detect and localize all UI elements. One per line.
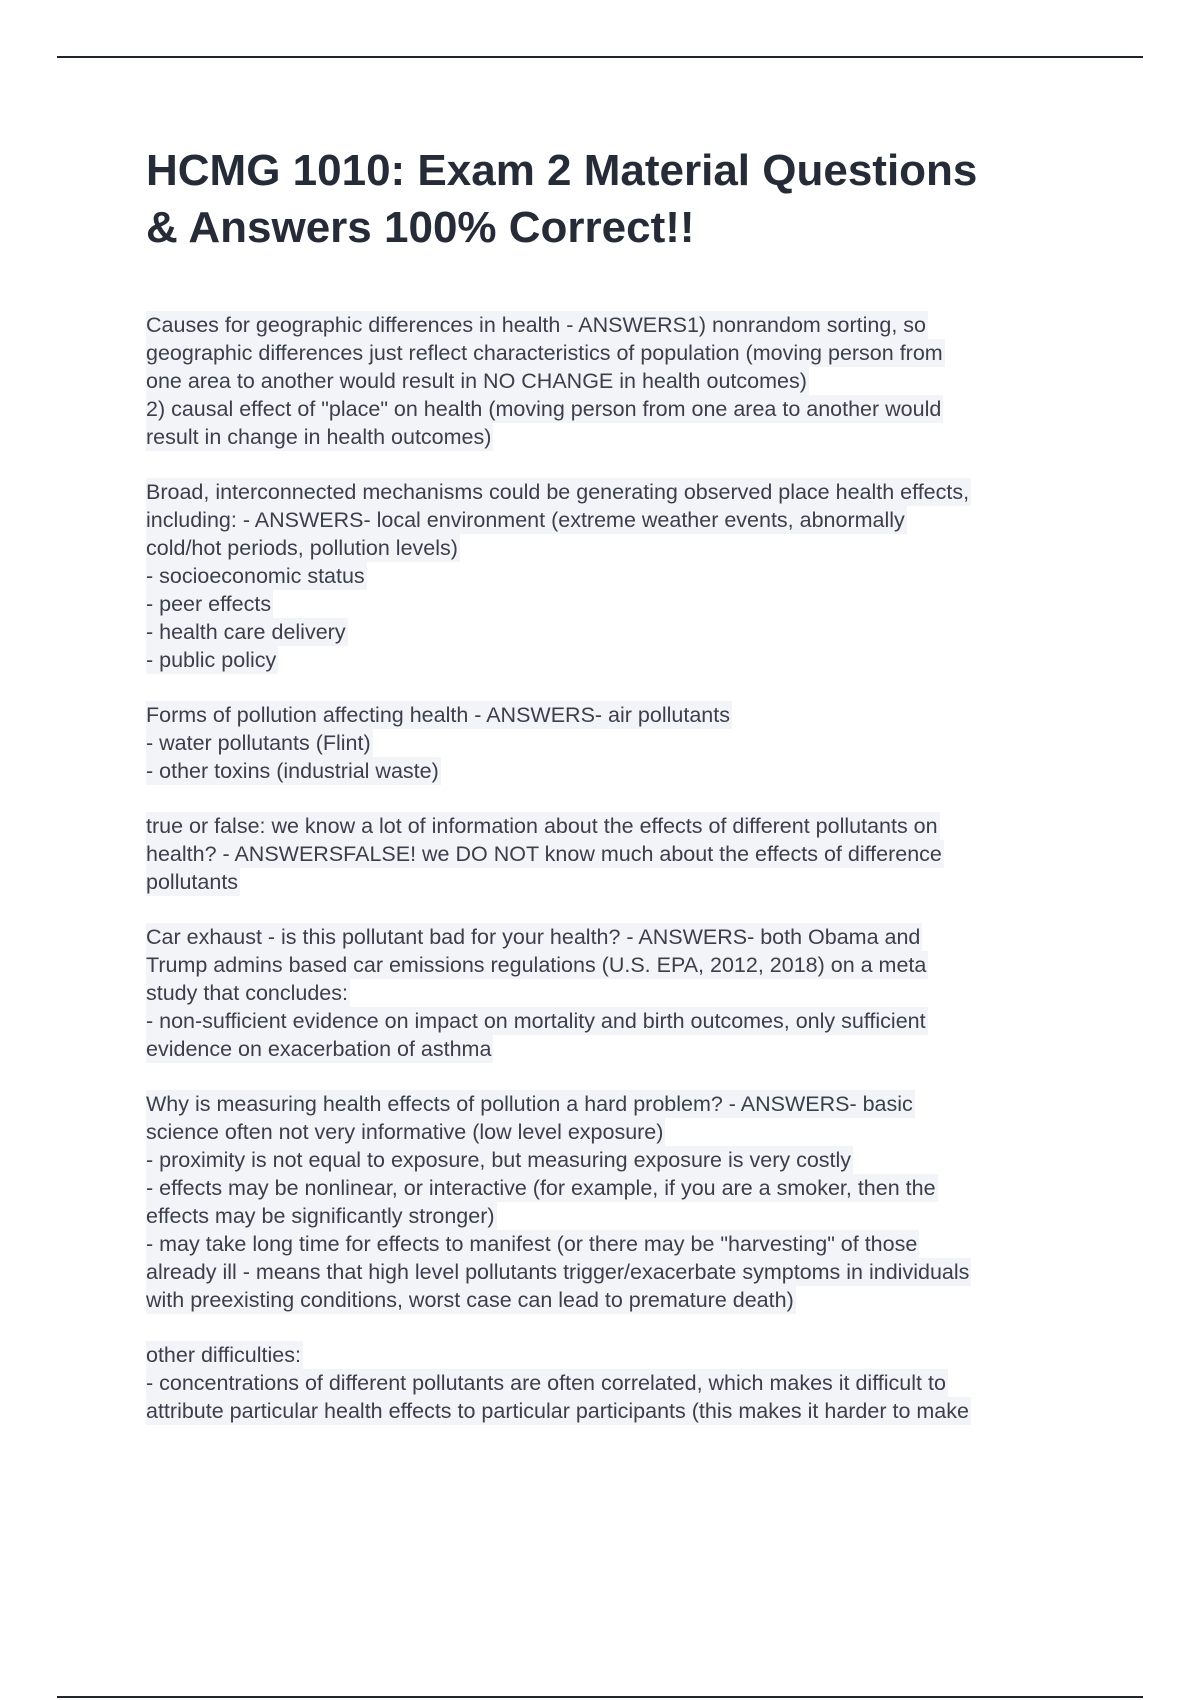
text-line: Causes for geographic differences in health - ANSWERS1) nonrandom sorting, so (146, 313, 926, 337)
title-line: & Answers 100% Correct!! (146, 203, 695, 252)
text-line: - public policy (146, 648, 277, 672)
text-line: - effects may be nonlinear, or interactive (for example, if you are a smoker, then the (146, 1176, 936, 1200)
text-line: study that concludes: (146, 981, 348, 1005)
qa-block (146, 1090, 1081, 1314)
text-line: Why is measuring health effects of pollution a hard problem? - ANSWERS- basic (146, 1092, 913, 1116)
text-line: geographic differences just reflect characteristics of population (moving person from (146, 341, 943, 365)
bottom-rule (57, 1696, 1143, 1698)
qa-block (146, 812, 1081, 896)
text-line: result in change in health outcomes) (146, 425, 492, 449)
text-line: - other toxins (industrial waste) (146, 759, 439, 783)
text-line: Trump admins based car emissions regulations (U.S. EPA, 2012, 2018) on a meta (146, 953, 927, 977)
text-line: - health care delivery (146, 620, 346, 644)
text-line: one area to another would result in NO CHANGE in health outcomes) (146, 369, 807, 393)
text-line: Forms of pollution affecting health - ANSWERS- air pollutants (146, 703, 730, 727)
text-line: - socioeconomic status (146, 564, 365, 588)
qa-block (146, 311, 1081, 451)
text-line: health? - ANSWERSFALSE! we DO NOT know much about the effects of difference (146, 842, 942, 866)
text-line: pollutants (146, 870, 239, 894)
text-line: Broad, interconnected mechanisms could be generating observed place health effects, (146, 480, 970, 504)
text-line: 2) causal effect of "place" on health (moving person from one area to another would (146, 397, 942, 421)
title-line: HCMG 1010: Exam 2 Material Questions (146, 146, 978, 195)
document-body (146, 311, 1081, 1452)
text-line: other difficulties: (146, 1343, 301, 1367)
text-line: effects may be significantly stronger) (146, 1204, 495, 1228)
qa-block (146, 923, 1081, 1063)
text-line: including: - ANSWERS- local environment (extreme weather events, abnormally (146, 508, 905, 532)
text-line: Car exhaust - is this pollutant bad for your health? - ANSWERS- both Obama and (146, 925, 921, 949)
qa-block (146, 478, 1081, 674)
text-line: cold/hot periods, pollution levels) (146, 536, 458, 560)
top-rule (57, 56, 1143, 58)
text-line: science often not very informative (low level exposure) (146, 1120, 664, 1144)
text-line: - non-sufficient evidence on impact on mortality and birth outcomes, only sufficient (146, 1009, 926, 1033)
text-line: attribute particular health effects to particular participants (this makes it harder to make (146, 1399, 969, 1423)
text-line: evidence on exacerbation of asthma (146, 1037, 492, 1061)
qa-block (146, 701, 1081, 785)
page-title (146, 142, 1086, 256)
text-line: - concentrations of different pollutants are often correlated, which makes it difficult to (146, 1371, 946, 1395)
text-line: with preexisting conditions, worst case can lead to premature death) (146, 1288, 794, 1312)
text-line: - peer effects (146, 592, 272, 616)
qa-block (146, 1341, 1081, 1425)
text-line: - water pollutants (Flint) (146, 731, 371, 755)
text-line: - may take long time for effects to manifest (or there may be "harvesting" of those (146, 1232, 918, 1256)
text-line: true or false: we know a lot of information about the effects of different pollutants on (146, 814, 938, 838)
text-line: already ill - means that high level pollutants trigger/exacerbate symptoms in individuals (146, 1260, 970, 1284)
text-line: - proximity is not equal to exposure, but measuring exposure is very costly (146, 1148, 852, 1172)
